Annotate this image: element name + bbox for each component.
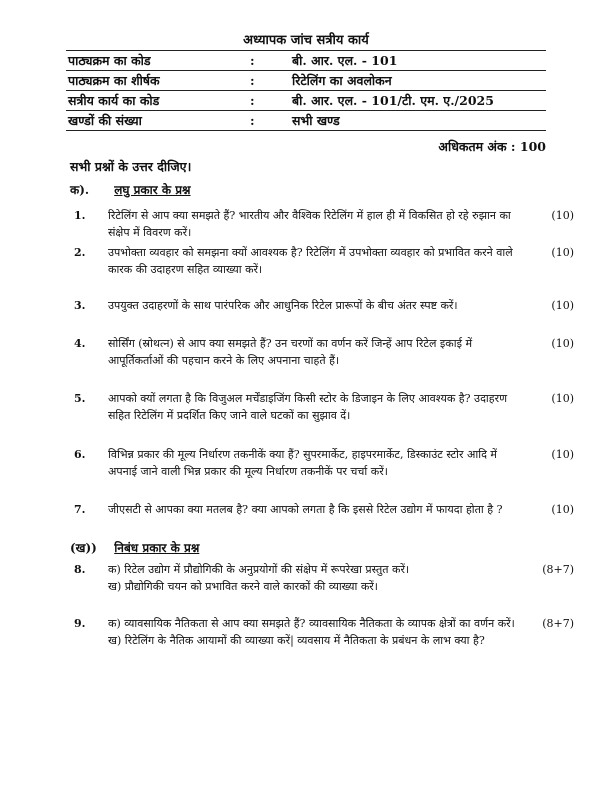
info-colon: : bbox=[248, 51, 290, 71]
section-label: (ख)) bbox=[70, 541, 97, 555]
instruction: सभी प्रश्नों के उत्तर दीजिए। bbox=[70, 159, 192, 174]
question-number: 9. bbox=[74, 617, 86, 630]
question-text: सोर्सिंग (स्रोथत्न) से आप क्या समझते हैं? उन चरणों का वर्णन करें जिन्हें आप रिटेल इकाई में आपूर्तिकर्ताओं की पहचान करने के लिए अपनाना चाहते हैं। bbox=[108, 337, 473, 367]
question-marks: (10) bbox=[551, 299, 574, 312]
question-marks: (8+7) bbox=[542, 617, 574, 630]
info-colon: : bbox=[248, 111, 290, 131]
question-marks: (8+7) bbox=[542, 563, 574, 576]
info-row-assignment-code bbox=[66, 91, 546, 111]
section-label: क). bbox=[70, 183, 90, 197]
info-label: सत्रीय कार्य का कोड bbox=[66, 91, 248, 111]
question-number: 7. bbox=[74, 503, 86, 516]
question-marks: (10) bbox=[551, 337, 574, 350]
course-info-table bbox=[66, 50, 546, 131]
question-text: आपको क्यों लगता है कि विजुअल मर्चेंडाइजिंग किसी स्टोर के डिजाइन के लिए आवश्यक है? उदाहरण सहित रिटेलिंग में प्रदर्शित किए जाने वाले घटकों का सुझाव दें। bbox=[108, 392, 508, 422]
info-value: रिटेलिंग का अवलोकन bbox=[290, 71, 546, 91]
question-part-b: ख) प्रौद्योगिकी चयन को प्रभावित करने वाले कारकों की व्याख्या करें। bbox=[108, 580, 378, 593]
question-number: 3. bbox=[74, 299, 86, 312]
max-marks: अधिकतम अंक : 100 bbox=[438, 139, 546, 154]
question-number: 2. bbox=[74, 246, 86, 259]
info-row-blocks bbox=[66, 111, 546, 131]
section-title: निबंध प्रकार के प्रश्न bbox=[114, 541, 200, 555]
question-number: 1. bbox=[74, 209, 86, 222]
section-a-heading bbox=[70, 181, 191, 198]
info-value: बी. आर. एल. - 101/टी. एम. ए./2025 bbox=[290, 91, 546, 111]
question-marks: (10) bbox=[551, 448, 574, 461]
info-label: पाठ्यक्रम का कोड bbox=[66, 51, 248, 71]
question-text: विभिन्न प्रकार की मूल्य निर्धारण तकनीकें क्या हैं? सुपरमार्केट, हाइपरमार्केट, डिस्काउंट स्टोर आदि में अपनाई जाने वाली भिन्न प्रकार की मूल्य निर्धारण तकनीकें पर चर्चा करें। bbox=[108, 448, 498, 478]
section-b-heading bbox=[70, 539, 199, 556]
info-colon: : bbox=[248, 91, 290, 111]
question-marks: (10) bbox=[551, 503, 574, 516]
question-marks: (10) bbox=[551, 209, 574, 222]
question-marks: (10) bbox=[551, 392, 574, 405]
question-number: 8. bbox=[74, 563, 86, 576]
question-number: 4. bbox=[74, 337, 86, 350]
section-title: लघु प्रकार के प्रश्न bbox=[114, 183, 191, 197]
question-text bbox=[108, 561, 518, 595]
question-text bbox=[108, 615, 518, 649]
question-text: जीएसटी से आपका क्या मतलब है? क्या आपको लगता है कि इससे रिटेल उद्योग में फायदा होता है ? bbox=[108, 503, 503, 516]
question-marks: (10) bbox=[551, 246, 574, 259]
info-row-course-code bbox=[66, 51, 546, 71]
info-value: बी. आर. एल. - 101 bbox=[290, 51, 546, 71]
question-part-b: ख) रिटेलिंग के नैतिक आयामों की व्याख्या करें| व्यवसाय में नैतिकता के प्रबंधन के लाभ क्या है? bbox=[108, 634, 485, 647]
question-text: उपभोक्ता व्यवहार को समझना क्यों आवश्यक है? रिटेलिंग में उपभोक्ता व्यवहार को प्रभावित करने वाले कारक की उदाहरण सहित व्याख्या करें। bbox=[108, 246, 513, 276]
question-part-a: क) व्यावसायिक नैतिकता से आप क्या समझते हैं? व्यावसायिक नैतिकता के व्यापक क्षेत्रों का वर्णन करें। bbox=[108, 617, 515, 630]
question-number: 5. bbox=[74, 392, 86, 405]
info-label: खण्डों की संख्या bbox=[66, 111, 248, 131]
question-text: उपयुक्त उदाहरणों के साथ पारंपरिक और आधुनिक रिटेल प्रारूपों के बीच अंतर स्पष्ट करें। bbox=[108, 299, 458, 312]
info-label: पाठ्यक्रम का शीर्षक bbox=[66, 71, 248, 91]
question-part-a: क) रिटेल उद्योग में प्रौद्योगिकी के अनुप्रयोगों की संक्षेप में रूपरेखा प्रस्तुत करें। bbox=[108, 563, 410, 576]
info-value: सभी खण्ड bbox=[290, 111, 546, 131]
info-colon: : bbox=[248, 71, 290, 91]
info-row-course-title bbox=[66, 71, 546, 91]
document-title: अध्यापक जांच सत्रीय कार्य bbox=[243, 33, 369, 48]
question-text: रिटेलिंग से आप क्या समझते हैं? भारतीय और वैश्विक रिटेलिंग में हाल ही में विकसित हो रहे रुझान का संक्षेप में विवरण करें। bbox=[108, 209, 511, 239]
question-number: 6. bbox=[74, 448, 86, 461]
